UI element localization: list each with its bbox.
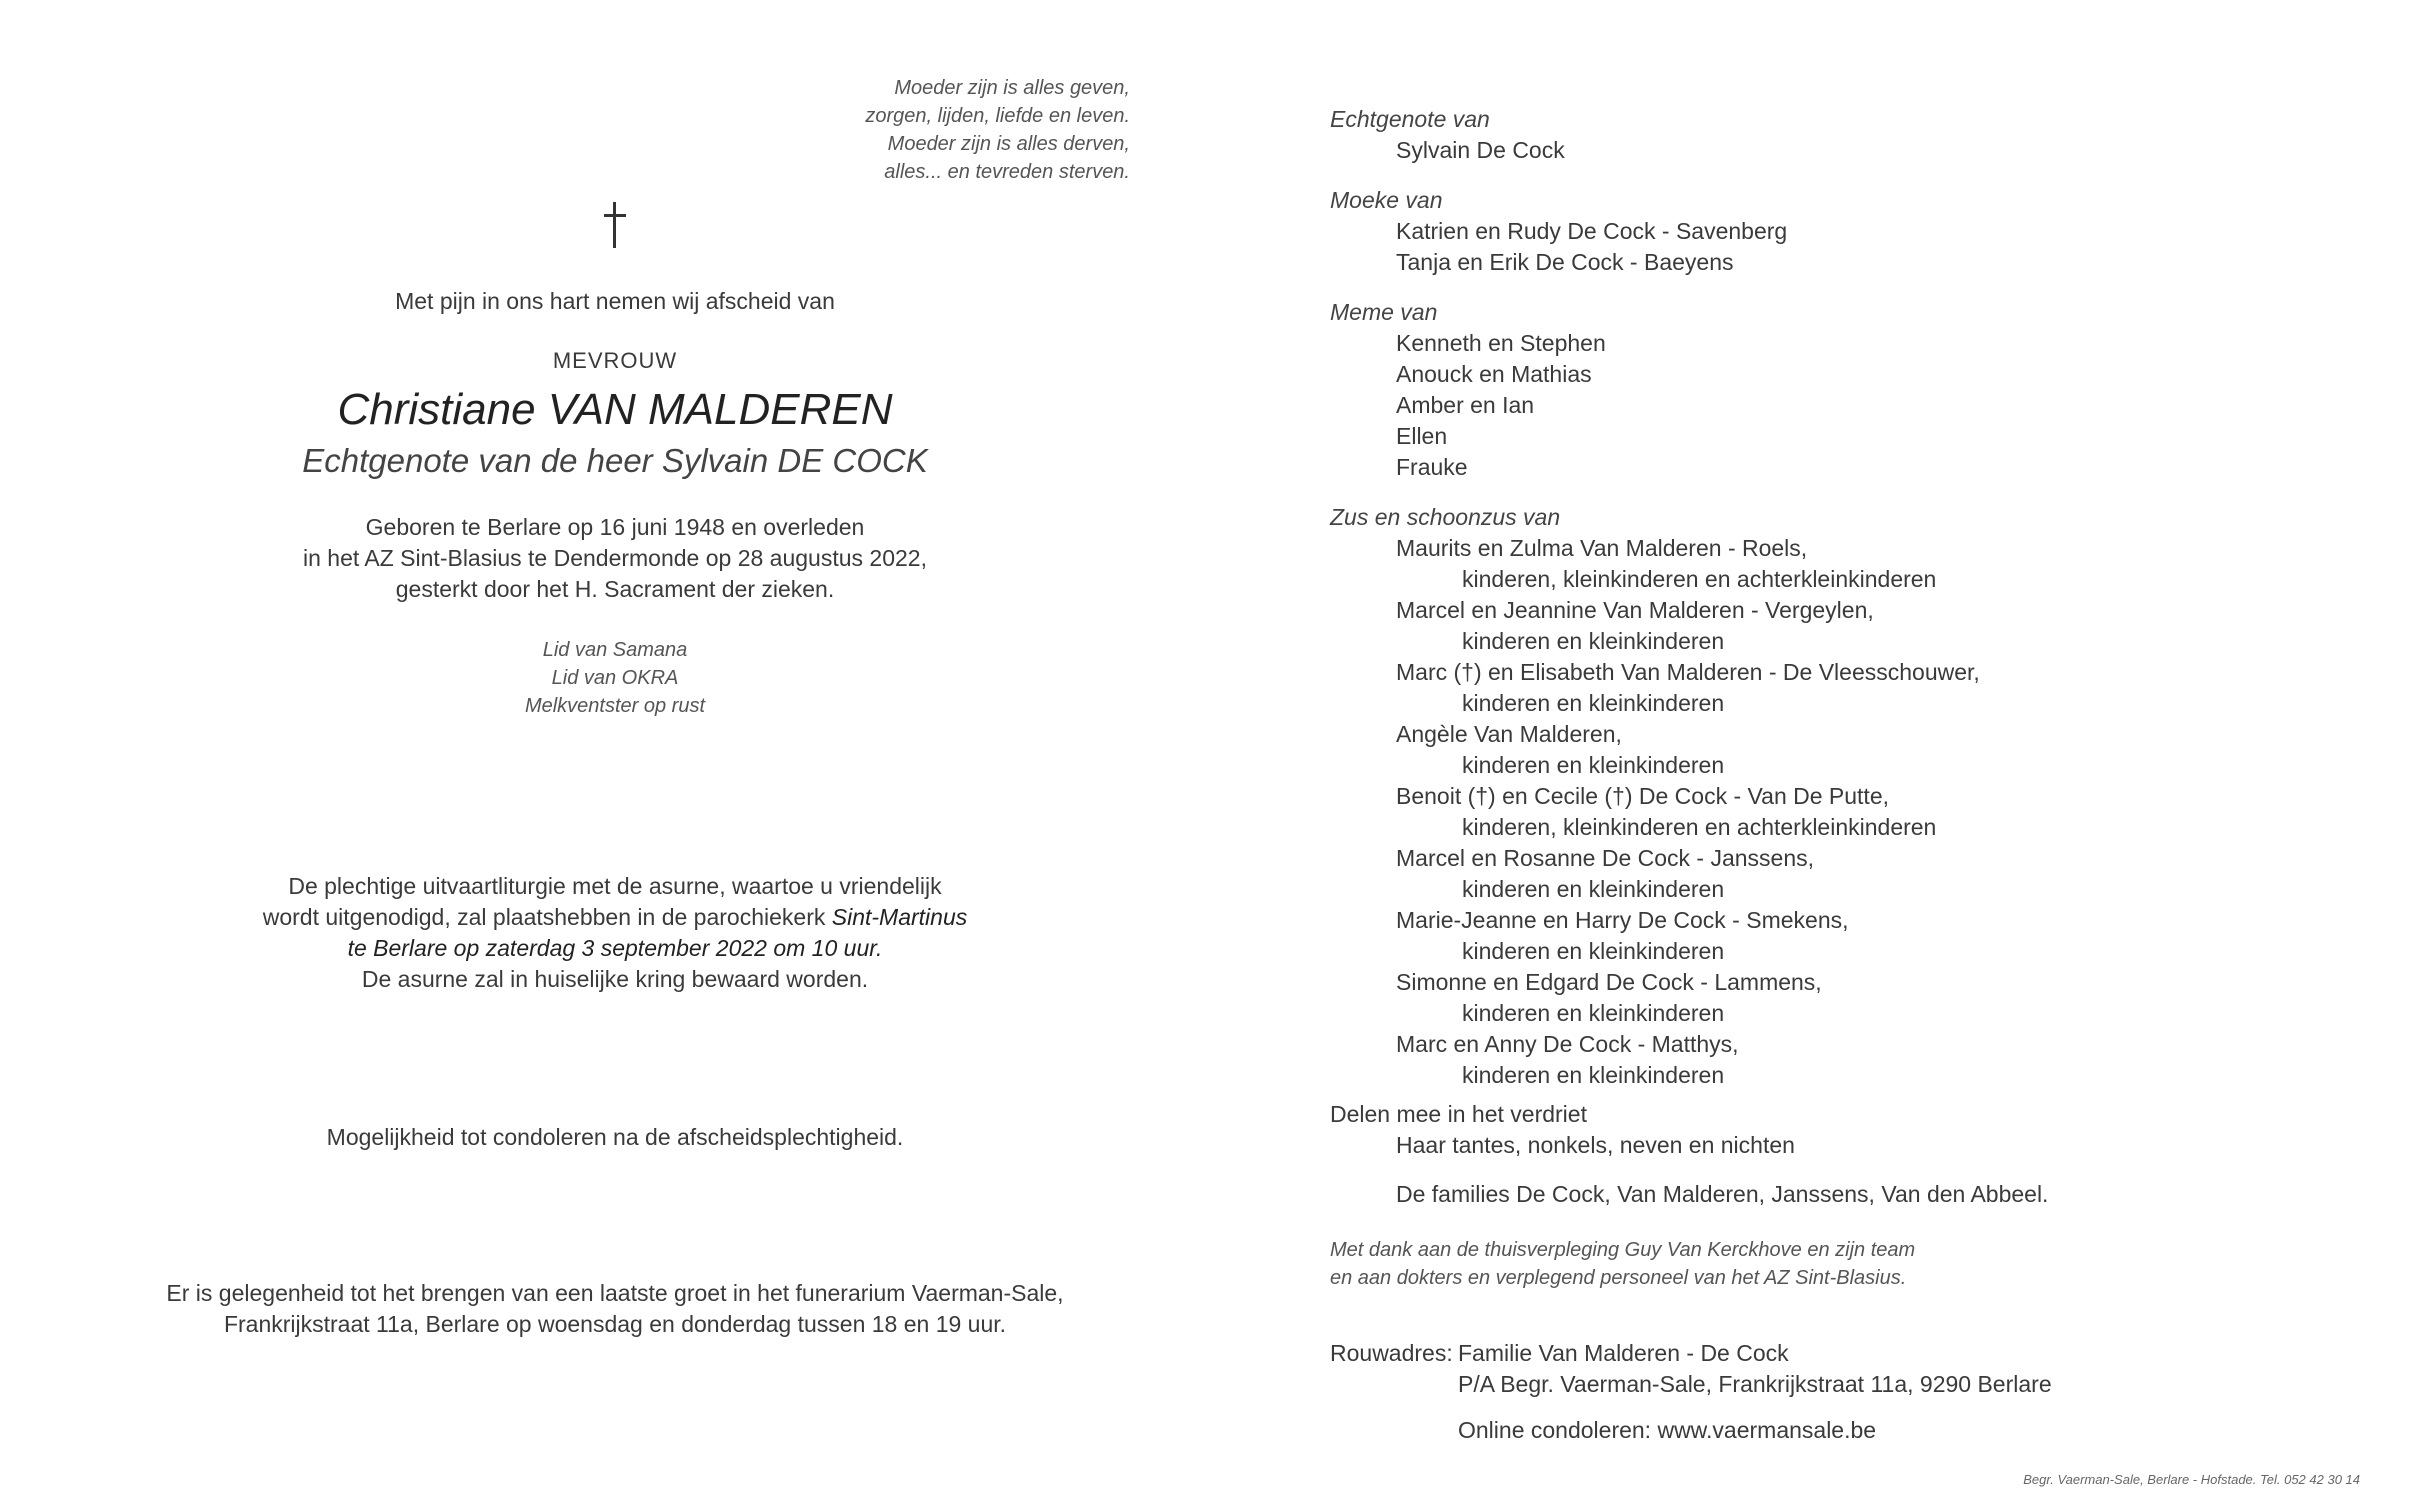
- relation-label: Moeke van: [1330, 187, 1443, 213]
- poem-line: alles... en tevreden sterven.: [884, 161, 1130, 183]
- relation-label: Meme van: [1330, 299, 1438, 325]
- thanks-line: en aan dokters en verplegend personeel van het AZ Sint-Blasius.: [1330, 1267, 1907, 1289]
- descendants-line: kinderen en kleinkinderen: [1462, 876, 1725, 902]
- sharing-line: Haar tantes, nonkels, neven en nichten: [1396, 1132, 1795, 1158]
- descendants-line: kinderen en kleinkinderen: [1462, 752, 1725, 778]
- descendants-line: kinderen en kleinkinderen: [1462, 1000, 1725, 1026]
- funeral-line-text: wordt uitgenodigd, zal plaatshebben in de parochiekerk: [262, 904, 832, 930]
- funeral-info: [215, 871, 1015, 995]
- relative-name: Angèle Van Malderen,: [1396, 721, 1622, 747]
- relative-name: Kenneth en Stephen: [1396, 330, 1606, 356]
- sharing-label: Delen mee in het verdriet: [1330, 1101, 1587, 1127]
- funeral-line: [215, 902, 1015, 933]
- poem-line: Moeder zijn is alles geven,: [894, 77, 1130, 99]
- poem-line: zorgen, lijden, liefde en leven.: [865, 105, 1130, 127]
- address-line: P/A Begr. Vaerman-Sale, Frankrijkstraat 11a, 9290 Berlare: [1458, 1371, 2052, 1397]
- visitation-line: Frankrijkstraat 11a, Berlare op woensdag en donderdag tussen 18 en 19 uur.: [223, 1311, 1007, 1337]
- membership-item: Melkventster op rust: [524, 695, 706, 717]
- birth-death-info: [215, 512, 1015, 605]
- descendants-line: kinderen en kleinkinderen: [1462, 938, 1725, 964]
- poem: [700, 74, 1130, 186]
- relative-name: Ellen: [1396, 423, 1448, 449]
- address-line: Familie Van Malderen - De Cock: [1458, 1340, 1789, 1366]
- descendants-line: kinderen en kleinkinderen: [1462, 1062, 1725, 1088]
- condolence-note: Mogelijkheid tot condoleren na de afscheidsplechtigheid.: [326, 1124, 904, 1150]
- visitation-info: [115, 1278, 1115, 1340]
- church-name: Sint-Martinus: [831, 904, 968, 930]
- descendants-line: kinderen, kleinkinderen en achterkleinkinderen: [1462, 814, 1937, 840]
- poem-line: Moeder zijn is alles derven,: [887, 133, 1130, 155]
- relative-name: Marcel en Rosanne De Cock - Janssens,: [1396, 845, 1815, 871]
- membership-item: Lid van OKRA: [551, 667, 679, 689]
- intro-text: Met pijn in ons hart nemen wij afscheid van: [395, 288, 835, 314]
- membership-list: [215, 636, 1015, 720]
- relative-name: Frauke: [1396, 454, 1468, 480]
- relative-name: Marcel en Jeannine Van Malderen - Vergeylen,: [1396, 597, 1874, 623]
- relative-name: Simonne en Edgard De Cock - Lammens,: [1396, 969, 1822, 995]
- relative-name: Katrien en Rudy De Cock - Savenberg: [1396, 218, 1788, 244]
- funeral-date-line: te Berlare op zaterdag 3 september 2022 om 10 uur.: [347, 935, 883, 961]
- cross-icon: [595, 196, 635, 256]
- relative-name: Sylvain De Cock: [1396, 137, 1565, 163]
- funeral-line: De plechtige uitvaartliturgie met de asurne, waartoe u vriendelijk: [288, 873, 942, 899]
- relative-name: Marc (†) en Elisabeth Van Malderen - De Vleesschouwer,: [1396, 659, 1980, 685]
- honorific: MEVROUW: [552, 348, 678, 373]
- descendants-line: kinderen en kleinkinderen: [1462, 690, 1725, 716]
- address-label: Rouwadres:: [1330, 1340, 1453, 1366]
- funeral-line: De asurne zal in huiselijke kring bewaard worden.: [361, 966, 869, 992]
- families-line: De families De Cock, Van Malderen, Janssens, Van den Abbeel.: [1396, 1181, 2049, 1207]
- relative-name: Amber en Ian: [1396, 392, 1535, 418]
- mourning-address: [1330, 1338, 2330, 1400]
- relative-name: Marie-Jeanne en Harry De Cock - Smekens,: [1396, 907, 1849, 933]
- thanks-note: [1330, 1236, 2330, 1292]
- family-list: [1330, 104, 2330, 1210]
- descendants-line: kinderen, kleinkinderen en achterkleinkinderen: [1462, 566, 1937, 592]
- relative-name: Marc en Anny De Cock - Matthys,: [1396, 1031, 1739, 1057]
- birth-line: Geboren te Berlare op 16 juni 1948 en overleden: [365, 514, 865, 540]
- descendants-line: kinderen en kleinkinderen: [1462, 628, 1725, 654]
- printer-credit: Begr. Vaerman-Sale, Berlare - Hofstade. Tel. 052 42 30 14: [2023, 1472, 2360, 1487]
- relative-name: Benoit (†) en Cecile (†) De Cock - Van De Putte,: [1396, 783, 1890, 809]
- relation-label: Echtgenote van: [1330, 106, 1490, 132]
- spouse-line: Echtgenote van de heer Sylvain DE COCK: [302, 442, 928, 479]
- visitation-line: Er is gelegenheid tot het brengen van een laatste groet in het funerarium Vaerman-Sale,: [166, 1280, 1064, 1306]
- online-condolence-link[interactable]: Online condoleren: www.vaermansale.be: [1458, 1417, 1877, 1443]
- birth-line: gesterkt door het H. Sacrament der zieken.: [395, 576, 835, 602]
- relative-name: Anouck en Mathias: [1396, 361, 1592, 387]
- thanks-line: Met dank aan de thuisverpleging Guy Van Kerckhove en zijn team: [1330, 1239, 1916, 1261]
- relation-label: Zus en schoonzus van: [1330, 504, 1561, 530]
- relative-name: Tanja en Erik De Cock - Baeyens: [1396, 249, 1734, 275]
- deceased-name: Christiane VAN MALDEREN: [337, 385, 893, 434]
- membership-item: Lid van Samana: [542, 639, 688, 661]
- relative-name: Maurits en Zulma Van Malderen - Roels,: [1396, 535, 1808, 561]
- birth-line: in het AZ Sint-Blasius te Dendermonde op 28 augustus 2022,: [303, 545, 927, 571]
